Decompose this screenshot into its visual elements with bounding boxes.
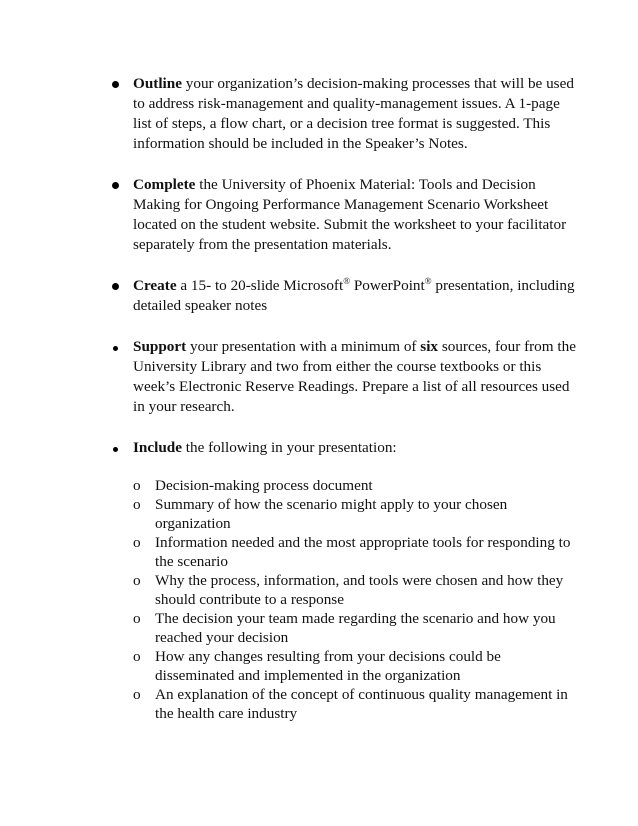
instruction-emphasis: six (420, 338, 439, 355)
sub-list-item (133, 571, 580, 609)
sub-item-text: Summary of how the scenario might apply to your chosen organization (155, 496, 508, 532)
instruction-text: sources, four from the University Library and two from either the course textbooks or this week’s Electronic Reserve Readings. Prepare a list of all resources used in your research. (133, 338, 576, 415)
instruction-outline (110, 74, 580, 154)
sub-item-text: Decision-making process document (155, 477, 373, 494)
instruction-text: the following in your presentation: (181, 439, 397, 456)
instruction-text: your organization’s decision-making processes that will be used to address risk-management and quality-management issues. A 1-page list of steps, a flow chart, or a decision tree format is suggested. This information should be included in the Speaker’s Notes. (133, 75, 574, 152)
sub-bullet-marker: o (133, 610, 141, 627)
bullet-icon (112, 182, 119, 189)
instruction-support (110, 337, 580, 417)
sub-bullet-marker: o (133, 572, 141, 589)
registered-mark: ® (343, 276, 351, 286)
instruction-text: presentation, including detailed speaker notes (133, 277, 575, 314)
instruction-create (110, 276, 580, 316)
instruction-text: the University of Phoenix Material: Tools and Decision Making for Ongoing Performance Management Scenario Worksheet located on the student website. Submit the worksheet to your facilitator separately from the presentation materials. (133, 176, 567, 253)
instruction-lead: Support (133, 338, 187, 355)
sub-item-text: How any changes resulting from your decisions could be disseminated and implemented in the organization (155, 648, 501, 684)
instruction-include (110, 438, 580, 723)
sub-list-item (133, 495, 580, 533)
sub-bullet-marker: o (133, 534, 141, 551)
sub-list-item (133, 685, 580, 723)
sub-list-item (133, 609, 580, 647)
include-sub-list (133, 476, 580, 723)
sub-bullet-marker: o (133, 648, 141, 665)
instruction-text: a 15- to 20-slide Microsoft (176, 277, 344, 294)
instruction-complete (110, 175, 580, 255)
bullet-icon (113, 346, 118, 351)
sub-list-item (133, 533, 580, 571)
instruction-lead: Outline (133, 75, 182, 92)
bullet-icon (112, 81, 119, 88)
bullet-icon (112, 283, 119, 290)
instruction-text: PowerPoint (350, 277, 425, 294)
sub-bullet-marker: o (133, 686, 141, 703)
bullet-icon (113, 447, 118, 452)
instruction-lead: Create (133, 277, 177, 294)
sub-item-text: The decision your team made regarding the scenario and how you reached your decision (155, 610, 556, 646)
registered-mark: ® (424, 276, 432, 286)
sub-bullet-marker: o (133, 477, 141, 494)
sub-item-text: Information needed and the most appropriate tools for responding to the scenario (155, 534, 571, 570)
sub-item-text: Why the process, information, and tools were chosen and how they should contribute to a response (155, 572, 564, 608)
sub-bullet-marker: o (133, 496, 141, 513)
instruction-lead: Complete (133, 176, 196, 193)
sub-item-text: An explanation of the concept of continuous quality management in the health care industry (155, 686, 568, 722)
instruction-text: your presentation with a minimum of (186, 338, 421, 355)
sub-list-item (133, 647, 580, 685)
sub-list-item (133, 476, 580, 495)
assignment-instructions-list (110, 74, 580, 744)
instruction-lead: Include (133, 439, 182, 456)
